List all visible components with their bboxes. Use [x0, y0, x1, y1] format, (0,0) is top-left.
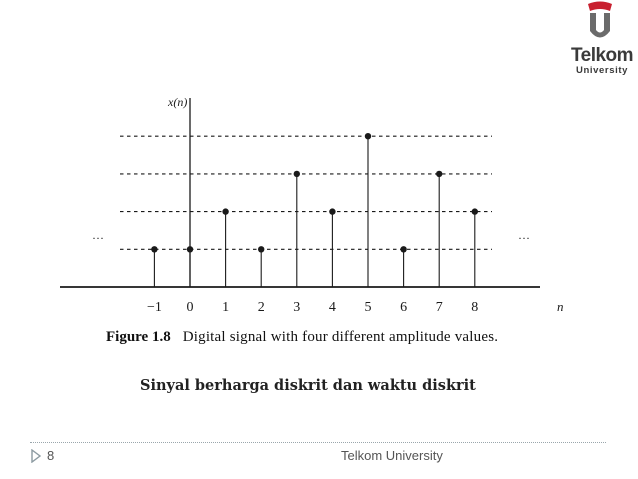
figure-caption-text: Digital signal with four different amplitude values.: [182, 329, 499, 345]
ellipsis-left: ···: [92, 231, 104, 245]
x-tick-label-n7: 7: [435, 300, 443, 315]
stem-point-n8: [472, 208, 478, 214]
stem-point-n1: [222, 208, 228, 214]
triangle-bullet-icon: [31, 449, 41, 463]
page-number: 8: [47, 448, 55, 463]
figure-number: Figure 1.8: [106, 329, 171, 345]
x-tick-label-n-1: −1: [146, 300, 162, 315]
stem-point-n6: [400, 246, 406, 252]
footer-text: Telkom University: [341, 448, 443, 463]
chart-grid: [120, 136, 492, 249]
x-axis-label: n: [557, 299, 564, 314]
x-tick-label-n5: 5: [364, 300, 372, 315]
stem-point-n4: [329, 208, 335, 214]
chart-labels: [92, 95, 564, 315]
stem-point-n5: [365, 133, 371, 139]
stem-point-n0: [187, 246, 193, 252]
stem-point-n3: [294, 171, 300, 177]
x-tick-label-n4: 4: [328, 300, 336, 315]
chart-stems: [151, 133, 478, 287]
x-tick-label-n2: 2: [257, 300, 265, 315]
x-tick-label-n6: 6: [400, 300, 408, 315]
slide-subtitle: Sinyal berharga diskrit dan waktu diskrit: [140, 377, 476, 394]
footer-divider: [30, 442, 606, 443]
logo-subtitle: University: [576, 65, 628, 76]
y-axis-label: x(n): [168, 95, 188, 109]
x-tick-label-n3: 3: [293, 300, 301, 315]
chart-axes: [60, 98, 540, 287]
stem-point-n7: [436, 171, 442, 177]
stem-point-n2: [258, 246, 264, 252]
logo-wordmark: Telkom: [570, 45, 634, 66]
stem-point-n-1: [151, 246, 157, 252]
ellipsis-right: ···: [518, 231, 530, 245]
x-tick-label-n0: 0: [186, 300, 194, 315]
x-tick-label-n1: 1: [222, 300, 230, 315]
x-tick-label-n8: 8: [471, 300, 479, 315]
figure-caption: [106, 329, 566, 346]
